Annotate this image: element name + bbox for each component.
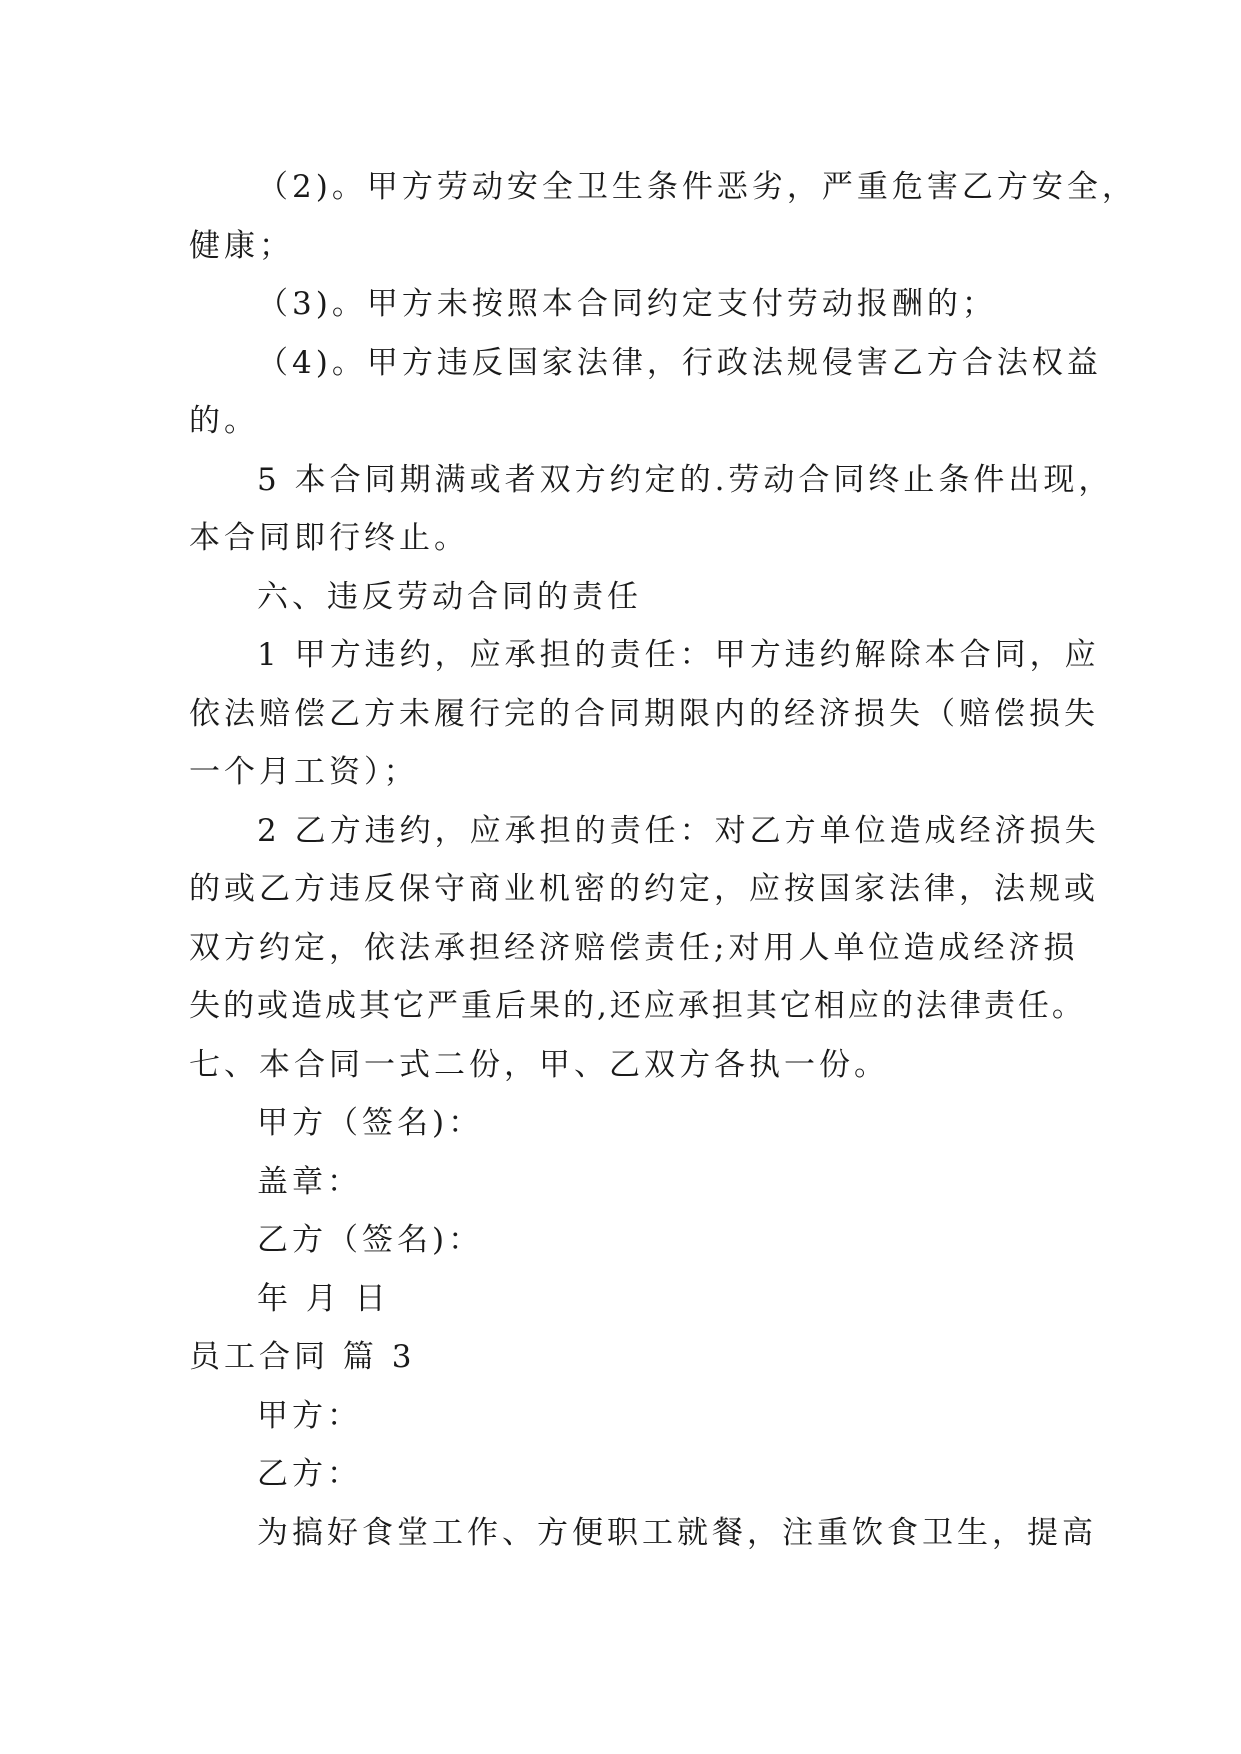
item-5-line-2: 本合同即行终止。 [189, 520, 469, 556]
clause-2-line-2: 健康； [189, 227, 294, 264]
item-6-1-line-1: 1 甲方违约，应承担的责任：甲方违约解除本合同，应 [257, 637, 1100, 673]
item-6-1-line-2: 依法赔偿乙方未履行完的合同期限内的经济损失（赔偿损失 [189, 695, 1099, 732]
date-label: 年 月 日 [257, 1280, 390, 1317]
party-a-label: 甲方： [257, 1397, 362, 1434]
party-b-label: 乙方： [257, 1456, 362, 1492]
clause-2-line-1: （2)。甲方劳动安全卫生条件恶劣，严重危害乙方安全， [257, 169, 1137, 205]
item-6-2-line-4: 失的或造成其它严重后果的,还应承担其它相应的法律责任。 [189, 988, 1086, 1024]
item-6-2-line-2: 的或乙方违反保守商业机密的约定，应按国家法律，法规或 [189, 871, 1099, 907]
clause-4-line-1: （4)。甲方违反国家法律，行政法规侵害乙方合法权益 [257, 344, 1102, 381]
section-7-line: 七、本合同一式二份，甲、乙双方各执一份。 [189, 1046, 889, 1083]
item-6-1-line-3: 一个月工资）； [189, 754, 419, 790]
section-6-heading: 六、违反劳动合同的责任 [257, 578, 642, 615]
contract-title-3: 员工合同 篇 3 [189, 1339, 416, 1375]
seal-label: 盖章： [257, 1163, 362, 1200]
item-6-2-line-1: 2 乙方违约，应承担的责任：对乙方单位造成经济损失 [257, 812, 1100, 849]
item-5-line-1: 5 本合同期满或者双方约定的.劳动合同终止条件出现， [257, 461, 1114, 498]
document-body [189, 158, 1137, 1562]
party-b-signature-label: 乙方（签名)： [257, 1222, 484, 1258]
item-6-2-line-3: 双方约定，依法承担经济赔偿责任;对用人单位造成经济损 [189, 929, 1079, 966]
clause-4-line-2: 的。 [189, 403, 259, 439]
clause-3-line: （3)。甲方未按照本合同约定支付劳动报酬的； [257, 286, 997, 322]
party-a-signature-label: 甲方（签名)： [257, 1105, 484, 1141]
intro-paragraph-line: 为搞好食堂工作、方便职工就餐，注重饮食卫生，提高 [257, 1514, 1097, 1551]
